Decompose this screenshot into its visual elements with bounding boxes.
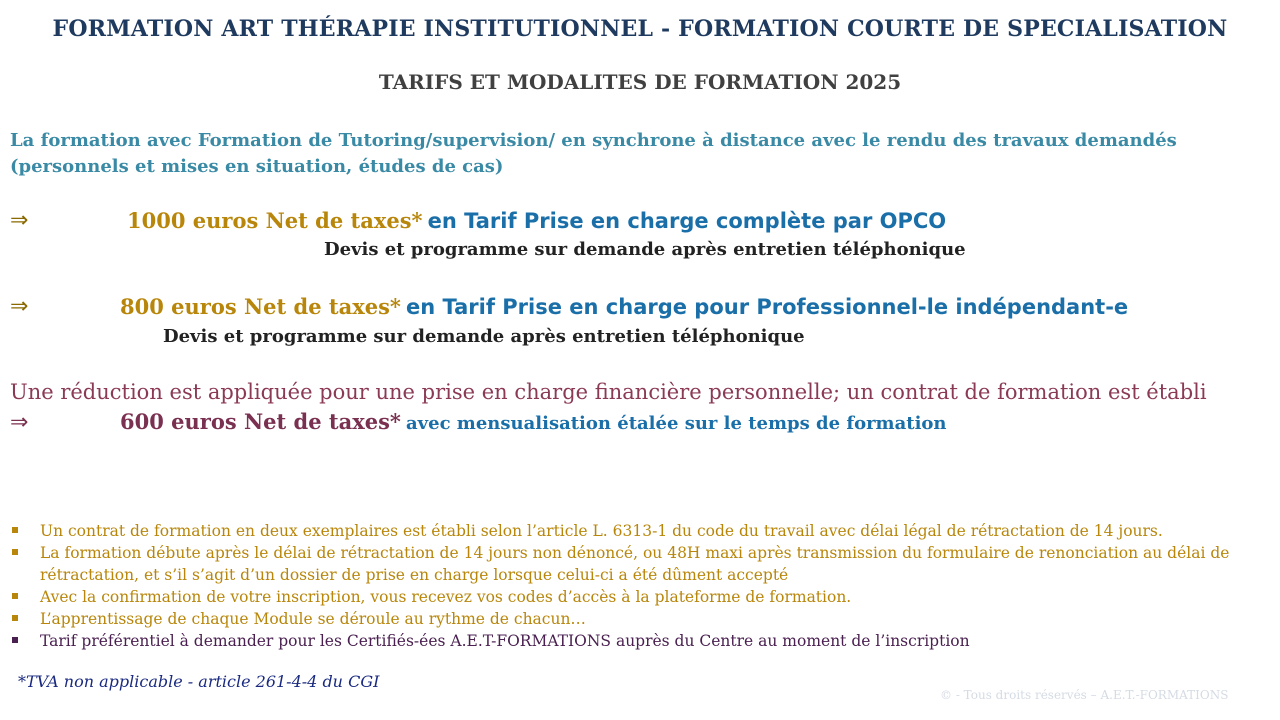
list-item: [12, 520, 1252, 542]
bullet-square-icon: [12, 637, 18, 643]
list-item-text: La formation débute après le délai de rétractation de 14 jours non dénoncé, ou 48H maxi après transmission du formulaire de renonciation au délai de rétractation, et s’il s’agit d’un dossier de prise en charge lorsque celui-ci a été dûment accepté: [40, 544, 1230, 584]
offer-note: Devis et programme sur demande après entretien téléphonique: [324, 239, 966, 260]
offer-description: en Tarif Prise en charge pour Professionnel-le indépendant-e: [406, 295, 1129, 319]
reduction-description: avec mensualisation étalée sur le temps de formation: [406, 413, 947, 434]
page-subtitle: TARIFS ET MODALITES DE FORMATION 2025: [378, 70, 902, 94]
tva-note: *TVA non applicable - article 261-4-4 du CGI: [18, 672, 380, 691]
bullet-square-icon: [12, 549, 18, 555]
arrow-right-icon: ⇒: [10, 410, 29, 435]
list-item-text: Tarif préférentiel à demander pour les Certifiés-ées A.E.T-FORMATIONS auprès du Centre au moment de l’inscription: [40, 632, 970, 650]
reduction-price: 600 euros Net de taxes*: [120, 409, 401, 434]
intro-text: La formation avec Formation de Tutoring/supervision/ en synchrone à distance avec le rendu des travaux demandés (personnels et mises en situation, études de cas): [10, 130, 1177, 177]
bullet-square-icon: [12, 593, 18, 599]
offer-price: 1000 euros Net de taxes*: [127, 208, 423, 233]
list-item-text: Un contrat de formation en deux exemplaires est établi selon l’article L. 6313-1 du code du travail avec délai légal de rétractation de 14 jours.: [40, 522, 1163, 540]
arrow-right-icon: ⇒: [10, 208, 29, 233]
page-title: FORMATION ART THÉRAPIE INSTITUTIONNEL - FORMATION COURTE DE SPECIALISATION: [52, 16, 1228, 42]
list-item-text: L’apprentissage de chaque Module se déroule au rythme de chacun…: [40, 610, 586, 628]
offer-description: en Tarif Prise en charge complète par OPCO: [427, 209, 947, 233]
conditions-list: [12, 520, 1252, 652]
list-item: [12, 586, 1252, 608]
bullet-square-icon: [12, 527, 18, 533]
list-item: [12, 630, 1252, 652]
reduction-text: Une réduction est appliquée pour une prise en charge financière personnelle; un contrat de formation est établi: [10, 380, 1207, 404]
offer-line: [127, 208, 946, 233]
bullet-square-icon: [12, 615, 18, 621]
offer-line: [120, 294, 1128, 319]
list-item: [12, 608, 1252, 630]
list-item-text: Avec la confirmation de votre inscription, vous recevez vos codes d’accès à la plateforme de formation.: [40, 588, 852, 606]
list-item: [12, 542, 1252, 586]
reduction-offer-line: [120, 409, 947, 434]
offer-note: Devis et programme sur demande après entretien téléphonique: [163, 326, 805, 347]
offer-price: 800 euros Net de taxes*: [120, 294, 401, 319]
copyright-watermark: © - Tous droits réservés – A.E.T.-FORMATIONS: [940, 688, 1229, 702]
arrow-right-icon: ⇒: [10, 294, 29, 319]
